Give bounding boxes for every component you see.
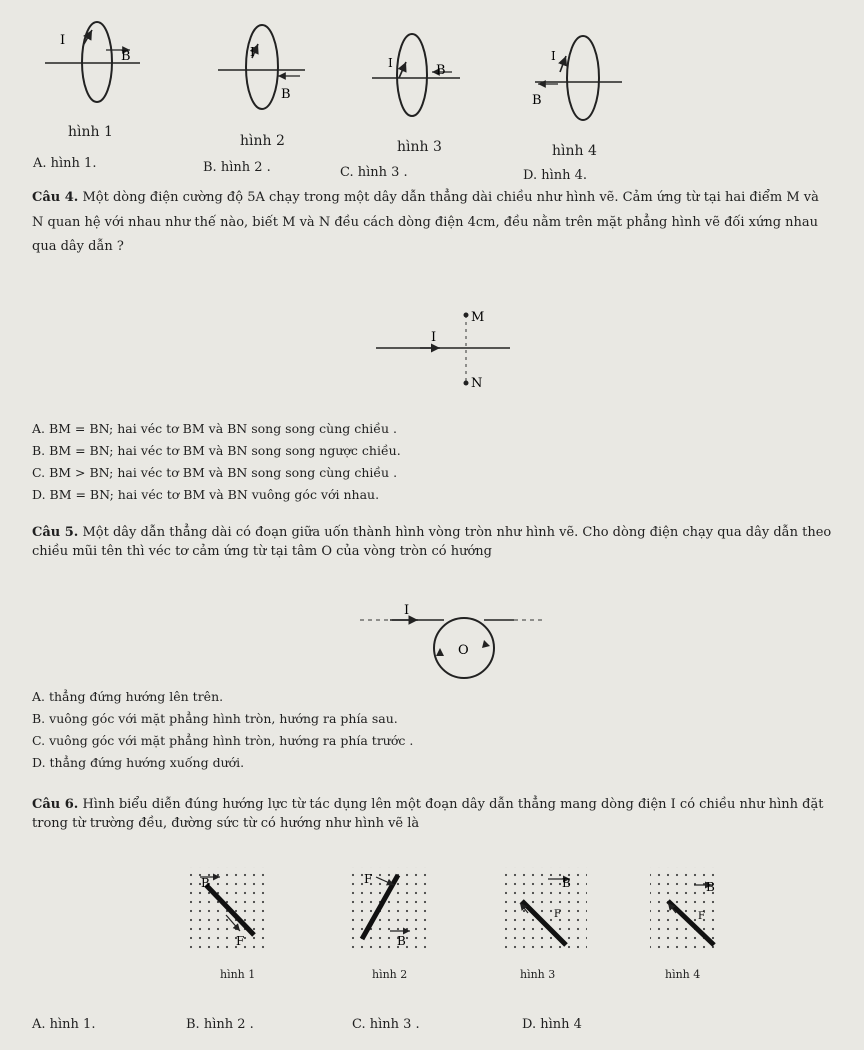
q6-fig4-B: B [706, 880, 715, 894]
fig1-B-label: B [121, 49, 131, 64]
fig2-I-label: I [250, 45, 255, 59]
q6-title: Câu 6. [32, 797, 79, 812]
point-N [464, 381, 469, 386]
q5-option-a[interactable]: A. thẳng đứng hướng lên trên. [32, 689, 224, 704]
q3-option-c[interactable]: C. hình 3 . [340, 165, 408, 180]
q6-option-a[interactable]: A. hình 1. [32, 1017, 96, 1032]
q6-fig1-caption: hình 1 [220, 968, 256, 981]
svg-text:F: F [698, 911, 705, 922]
q4-N-label: N [471, 376, 483, 391]
q6-fig1-B: B [201, 876, 210, 890]
q3-option-b[interactable]: B. hình 2 . [203, 160, 271, 175]
q6-fig2-F: F [364, 872, 373, 886]
fig4-caption: hình 4 [552, 143, 597, 159]
fig1-caption: hình 1 [68, 124, 113, 140]
q5-I-label: I [404, 603, 410, 618]
q6-fig2-caption: hình 2 [372, 968, 408, 981]
fig1-loop [45, 22, 140, 102]
q6-option-b[interactable]: B. hình 2 . [186, 1017, 254, 1032]
q5-option-c[interactable]: C. vuông góc với mặt phẳng hình tròn, hướng ra phía trước . [32, 733, 414, 748]
q4-M-label: M [471, 310, 485, 325]
q3-option-a[interactable]: A. hình 1. [33, 156, 97, 171]
svg-text:F: F [554, 909, 561, 920]
q4-question [32, 186, 832, 260]
q6-fig2 [346, 867, 428, 949]
q4-option-b[interactable]: B. BM = BN; hai véc tơ BM và BN song song ngược chiều. [32, 443, 401, 458]
q4-figure [370, 305, 530, 395]
fig3-caption: hình 3 [397, 139, 442, 155]
q4-I-label: I [431, 330, 437, 345]
fig1-I-label: I [60, 33, 66, 48]
q6-fig4-caption: hình 4 [665, 968, 701, 981]
fig3-I-label: I [388, 56, 393, 70]
q6-option-d[interactable]: D. hình 4 [522, 1017, 582, 1032]
q6-fig3-B: B [562, 876, 571, 890]
q5-question [32, 524, 832, 562]
q5-figure [356, 596, 556, 688]
fig2-B-label: B [281, 87, 291, 102]
q6-fig1 [190, 867, 268, 949]
q6-figures [0, 855, 864, 955]
q4-options [32, 418, 732, 506]
fig3-loop [372, 34, 460, 116]
q3-option-d[interactable]: D. hình 4. [523, 168, 588, 183]
q6-fig3-caption: hình 3 [520, 968, 556, 981]
fig4-I-label: I [551, 49, 556, 63]
q5-O-label: O [458, 643, 469, 658]
q6-fig3 [505, 867, 587, 949]
q5-text: Một dây dẫn thẳng dài có đoạn giữa uốn thành hình vòng tròn như hình vẽ. Cho dòng điện chạy qua dây dẫn theo chiều mũi tên thì véc tơ cảm ứng từ tại tâm O của vòng tròn có hướng [32, 525, 832, 559]
fig3-B-label: B [436, 63, 446, 78]
q6-option-c[interactable]: C. hình 3 . [352, 1017, 420, 1032]
q6-question [32, 796, 832, 834]
fig2-caption: hình 2 [240, 133, 285, 149]
fig4-loop [532, 36, 622, 120]
q4-option-a[interactable]: A. BM = BN; hai véc tơ BM và BN song song cùng chiều . [32, 421, 397, 436]
q5-title: Câu 5. [32, 525, 79, 540]
q6-fig2-B: B [397, 934, 406, 948]
q4-text: Một dòng điện cường độ 5A chạy trong một dây dẫn thẳng dài chiều như hình vẽ. Cảm ứng từ tại hai điểm M và N quan hệ với nhau như thế nào, biết M và N đều cách dòng điện 4cm, đều nằm trên mặt phẳng hình vẽ đối xứng nhau qua dây dẫn ? [32, 190, 819, 255]
q5-option-b[interactable]: B. vuông góc với mặt phẳng hình tròn, hướng ra phía sau. [32, 711, 398, 726]
q6-fig1-F: F [236, 934, 245, 948]
q6-text: Hình biểu diễn đúng hướng lực từ tác dụng lên một đoạn dây dẫn thẳng mang dòng điện I có chiều như hình đặt trong từ trường đều, đường sức từ có hướng như hình vẽ là [32, 797, 824, 831]
point-M [464, 313, 469, 318]
q5-option-d[interactable]: D. thẳng đứng hướng xuống dưới. [32, 755, 245, 770]
q6-fig4 [650, 867, 720, 949]
q5-options [32, 686, 732, 774]
fig4-B-label: B [532, 93, 542, 108]
q4-option-c[interactable]: C. BM > BN; hai véc tơ BM và BN song song cùng chiều . [32, 465, 398, 480]
fig2-loop [218, 25, 305, 109]
q4-title: Câu 4. [32, 190, 79, 205]
q4-option-d[interactable]: D. BM = BN; hai véc tơ BM và BN vuông góc với nhau. [32, 487, 380, 502]
